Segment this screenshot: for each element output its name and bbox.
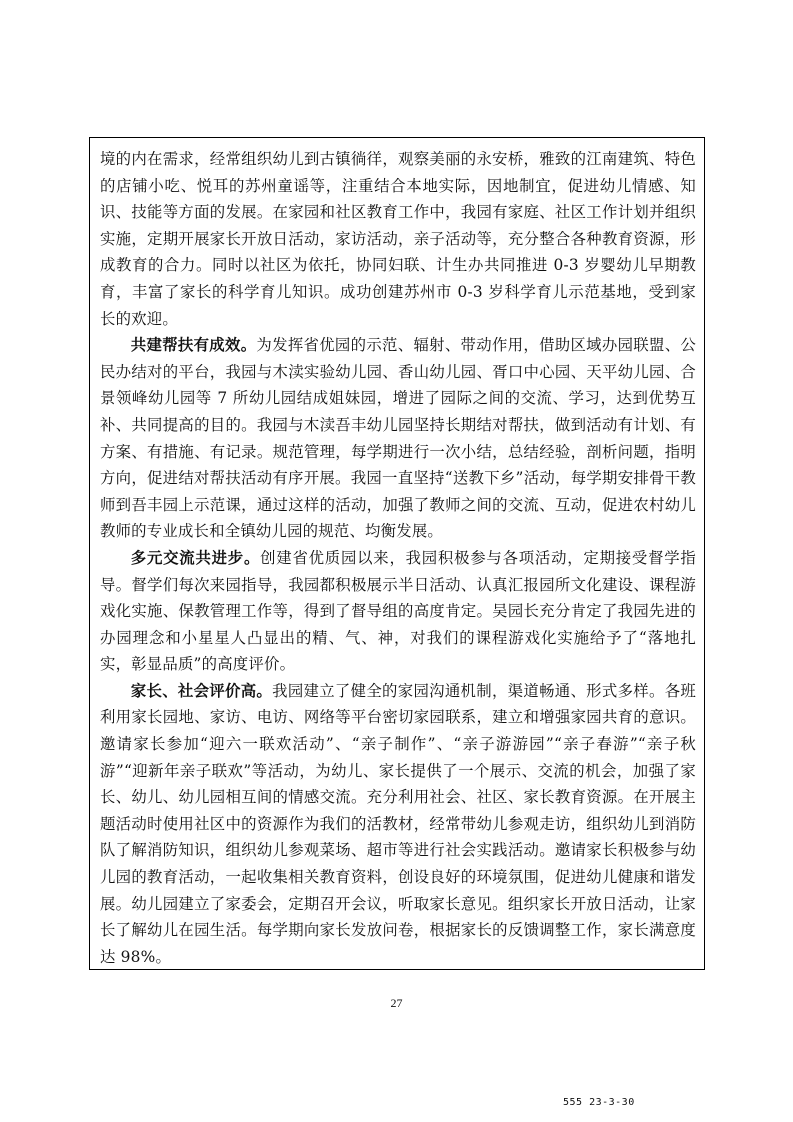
paragraph-text: 境的内在需求，经常组织幼儿到古镇徜徉，观察美丽的永安桥，雅致的江南建筑、特色的店铺小吃、悦耳的苏州童谣等，注重结合本地实际，因地制宜，促进幼儿情感、知识、技能等方面的发展。在家园和社区教育工作中，我园有家庭、社区工作计划并组织实施，定期开展家长开放日活动，家访活动，亲子活动等，充分整合各种教育资源，形成教育的合力。同时以社区为依托，协同妇联、计生办共同推进 0-3 岁婴幼儿早期教育，丰富了家长的科学育儿知识。成功创建苏州市 0-3 岁科学育儿示范基地，受到家长的欢迎。 [100, 150, 696, 328]
paragraph [100, 146, 696, 332]
page-number: 27 [390, 996, 403, 1010]
paragraph-lead: 多元交流共进步。 [130, 548, 261, 567]
paragraph-lead: 家长、社会评价高。 [130, 681, 273, 700]
paragraph-text: 我园建立了健全的家园沟通机制，渠道畅通、形式多样。各班利用家长园地、家访、电访、网络等平台密切家园联系，建立和增强家园共育的意识。邀请家长参加“迎六一联欢活动”、“亲子制作”、“亲子游游园”“亲子春游”“亲子秋游”“迎新年亲子联欢”等活动，为幼儿、家长提供了一个展示、交流的机会，加强了家长、幼儿、幼儿园相互间的情感交流。充分利用社会、社区、家长教育资源。在开展主题活动时使用社区中的资源作为我们的活教材，经常带幼儿参观走访，组织幼儿到消防队了解消防知识，组织幼儿参观菜场、超市等进行社会实践活动。邀请家长积极参与幼儿园的教育活动，一起收集相关教育资料，创设良好的环境氛围，促进幼儿健康和谐发展。幼儿园建立了家委会，定期召开会议，听取家长意见。组织家长开放日活动，让家长了解幼儿在园生活。每学期向家长发放问卷，根据家长的反馈调整工作，家长满意度达 98%。 [100, 681, 696, 966]
paragraph [100, 545, 696, 678]
paragraph [100, 332, 696, 545]
paragraph [100, 678, 696, 971]
footer-code: 555 23-3-30 [563, 1097, 635, 1108]
content-frame [89, 137, 705, 970]
paragraph-lead: 共建帮扶有成效。 [130, 336, 257, 355]
paragraph-text: 为发挥省优园的示范、辐射、带动作用，借助区域办园联盟、公民办结对的平台，我园与木渎实验幼儿园、香山幼儿园、胥口中心园、天平幼儿园、合景领峰幼儿园等 7 所幼儿园结成姐妹园，增进了园际之间的交流、学习，达到优势互补、共同提高的目的。我园与木渎吾丰幼儿园坚持长期结对帮扶，做到活动有计划、有方案、有措施、有记录。规范管理，每学期进行一次小结，总结经验，剖析问题，指明方向，促进结对帮扶活动有序开展。我园一直坚持“送教下乡”活动，每学期安排骨干教师到吾丰园上示范课，通过这样的活动，加强了教师之间的交流、互动，促进农村幼儿教师的专业成长和全镇幼儿园的规范、均衡发展。 [100, 336, 696, 541]
paragraph-text: 创建省优质园以来，我园积极参与各项活动，定期接受督学指导。督学们每次来园指导，我园都积极展示半日活动、认真汇报园所文化建设、课程游戏化实施、保教管理工作等，得到了督导组的高度肯定。吴园长充分肯定了我园先进的办园理念和小星星人凸显出的精、气、神，对我们的课程游戏化实施给予了“落地扎实，彰显品质”的高度评价。 [100, 548, 696, 674]
